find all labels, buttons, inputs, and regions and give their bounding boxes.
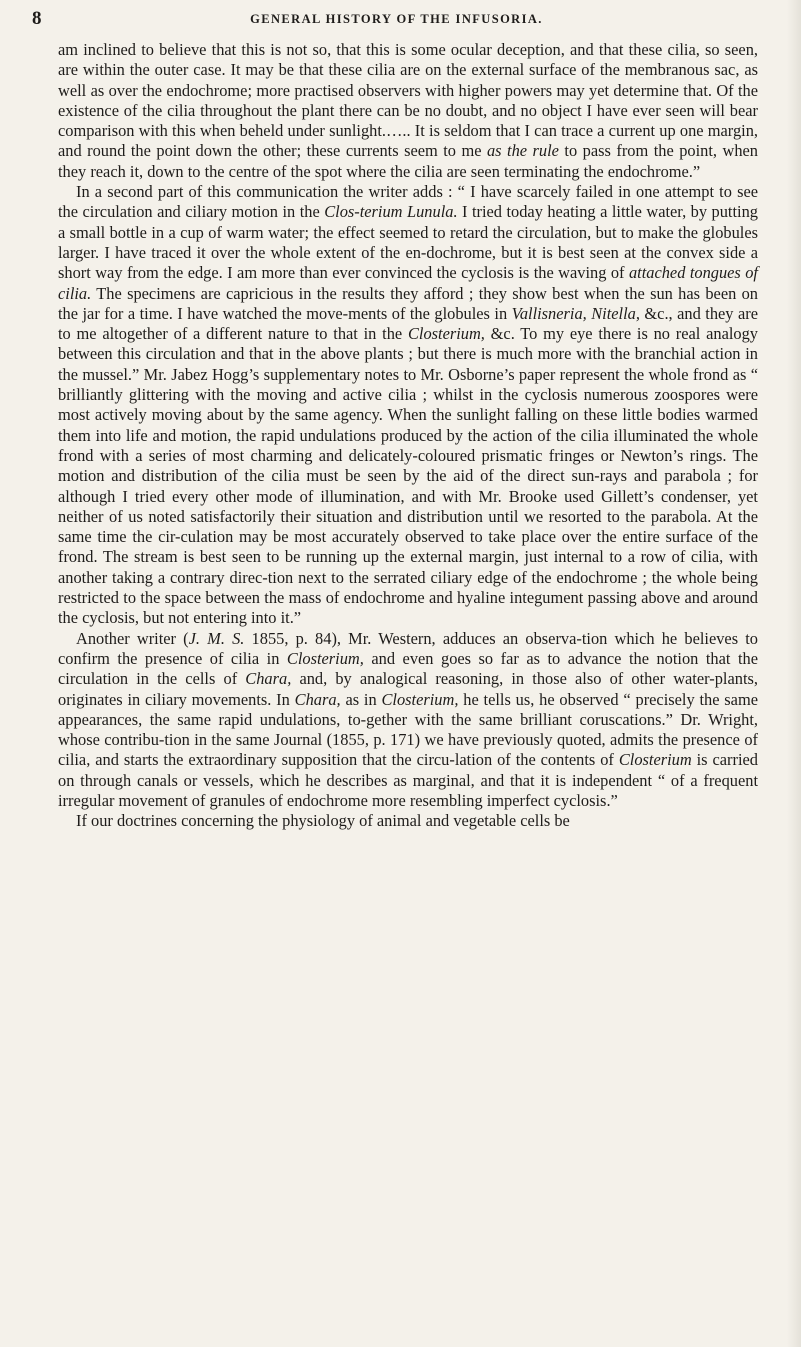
text-run: am inclined to believe that this is not so, that this is some ocular deception, and that these cilia, so seen, are within the outer case. It may be that these cilia are on the external surface of the membranous sac, as well as over the endochrome; more practised observers with higher powers may yet determine that. Of the existence of the cilia throughout the plant there can be no doubt, and no object I have ever seen will bear comparison with this when beheld under sunlight.….. It is seldom that I can trace a current up one margin, and round the point down the other; these currents seem to me bbox=[58, 40, 758, 161]
text-run: and, by analogical reasoning, in those also of other water-plants, originates in ciliary movements. In bbox=[58, 669, 758, 709]
italic-text: Closterium, bbox=[381, 689, 459, 709]
text-run: 1855, p. 84), Mr. Western, adduces an observa-tion which he believes to confirm the presence of cilia in bbox=[58, 628, 758, 668]
italic-text: Chara, bbox=[294, 689, 341, 709]
text-run: &c., and they are to me altogether of a different nature to that in the bbox=[58, 303, 758, 344]
page-number: 8 bbox=[32, 8, 42, 29]
text-run: Another writer ( bbox=[76, 628, 189, 648]
text-run: I tried today heating a little water, by putting a small bottle in a cup of warm water; the effect seemed to retard the circulation, but to make the globules larger. I have traced it over the whole extent of the en-dochrome, but it is best seen at the convex side a short way from the edge. I am more than ever convinced the cyclosis is the waving of bbox=[58, 202, 758, 283]
italic-text: J. M. S. bbox=[188, 628, 245, 648]
text-run: &c. To my eye there is no real analogy between this circulation and that in the above plants ; but there is much more with the branchial action in the mussel.” Mr. Jabez Hogg’s supplementary notes to Mr. Osborne’s paper represent the whole frond as “ brilliantly glittering with the moving and active cilia ; whilst in the cyclosis numerous zoospores were most actively moving about by the same agency. When the sunlight falling on these little bodies warmed them into life and motion, the rapid undulations produced by the action of the cilia illuminated the whole frond with a series of most charming and delicately-coloured prismatic fringes or Newton’s rings. The motion and distribution of the cilia must be seen by the aid of the direct sun-rays and parabola ; for although I tried every other mode of illumination, and with Mr. Brooke used Gillett’s condenser, yet neither of us noted satisfactorily their situation and distribution until we resorted to the parabola. At the same time the cir-culation may be most accurately observed to take place over the entire surface of the frond. The stream is best seen to be running up the external margin, just internal to a row of cilia, with another taking a contrary direc-tion next to the serrated ciliary edge of the endochrome ; the whole being restricted to the space between the mass of endochrome and hyaline integument passing above and around the cyclosis, but not entering into it.” bbox=[58, 324, 758, 628]
text-run: is carried on through canals or vessels, which he describes as marginal, and that it is independent “ of a frequent irregular movement of granules of endochrome more resembling imperfect cyclosis.” bbox=[58, 750, 758, 810]
page-edge-shadow bbox=[787, 0, 801, 1347]
italic-text: Vallisneria, Nitella, bbox=[511, 303, 640, 323]
italic-text: Chara, bbox=[245, 669, 292, 689]
running-head: GENERAL HISTORY OF THE INFUSORIA. bbox=[250, 12, 543, 26]
body-text bbox=[58, 40, 758, 832]
text-run: The specimens are capricious in the results they afford ; they show best when the sun has been on the jar for a time. I have watched the move-ments of the globules in bbox=[58, 283, 758, 323]
paragraph bbox=[58, 629, 758, 812]
paragraph bbox=[58, 182, 758, 629]
text-run: and even goes so far as to advance the notion that the circulation in the cells of bbox=[58, 648, 758, 689]
text-run: to pass from the point, when they reach it, down to the centre of the spot where the cilia are seen terminating the endochrome.” bbox=[58, 141, 758, 181]
paragraph bbox=[58, 40, 758, 182]
italic-text: Closterium bbox=[618, 750, 692, 770]
italic-text: as the rule bbox=[486, 141, 559, 161]
text-run: he tells us, he observed “ precisely the same appearances, the same rapid undulations, to-gether with the same brilliant coruscations.” Dr. Wright, whose contribu-tion in the same Journal (1855, p. 171) we have previously quoted, admits the presence of cilia, and starts the extraordinary supposition that the circu-lation of the contents of bbox=[58, 689, 758, 770]
paragraph bbox=[58, 811, 758, 831]
italic-text: Closterium, bbox=[286, 648, 364, 668]
italic-text: attached tongues of cilia. bbox=[58, 263, 758, 303]
text-run: In a second part of this communication the writer adds : “ I have scarcely failed in one attempt to see the circulation and ciliary motion in the bbox=[58, 182, 758, 222]
italic-text: Clos-terium Lunula. bbox=[324, 202, 458, 222]
page-header bbox=[32, 8, 761, 32]
text-run: as in bbox=[340, 689, 382, 709]
text-run: If our doctrines concerning the physiology of animal and vegetable cells be bbox=[76, 811, 570, 831]
italic-text: Closterium, bbox=[407, 324, 485, 344]
